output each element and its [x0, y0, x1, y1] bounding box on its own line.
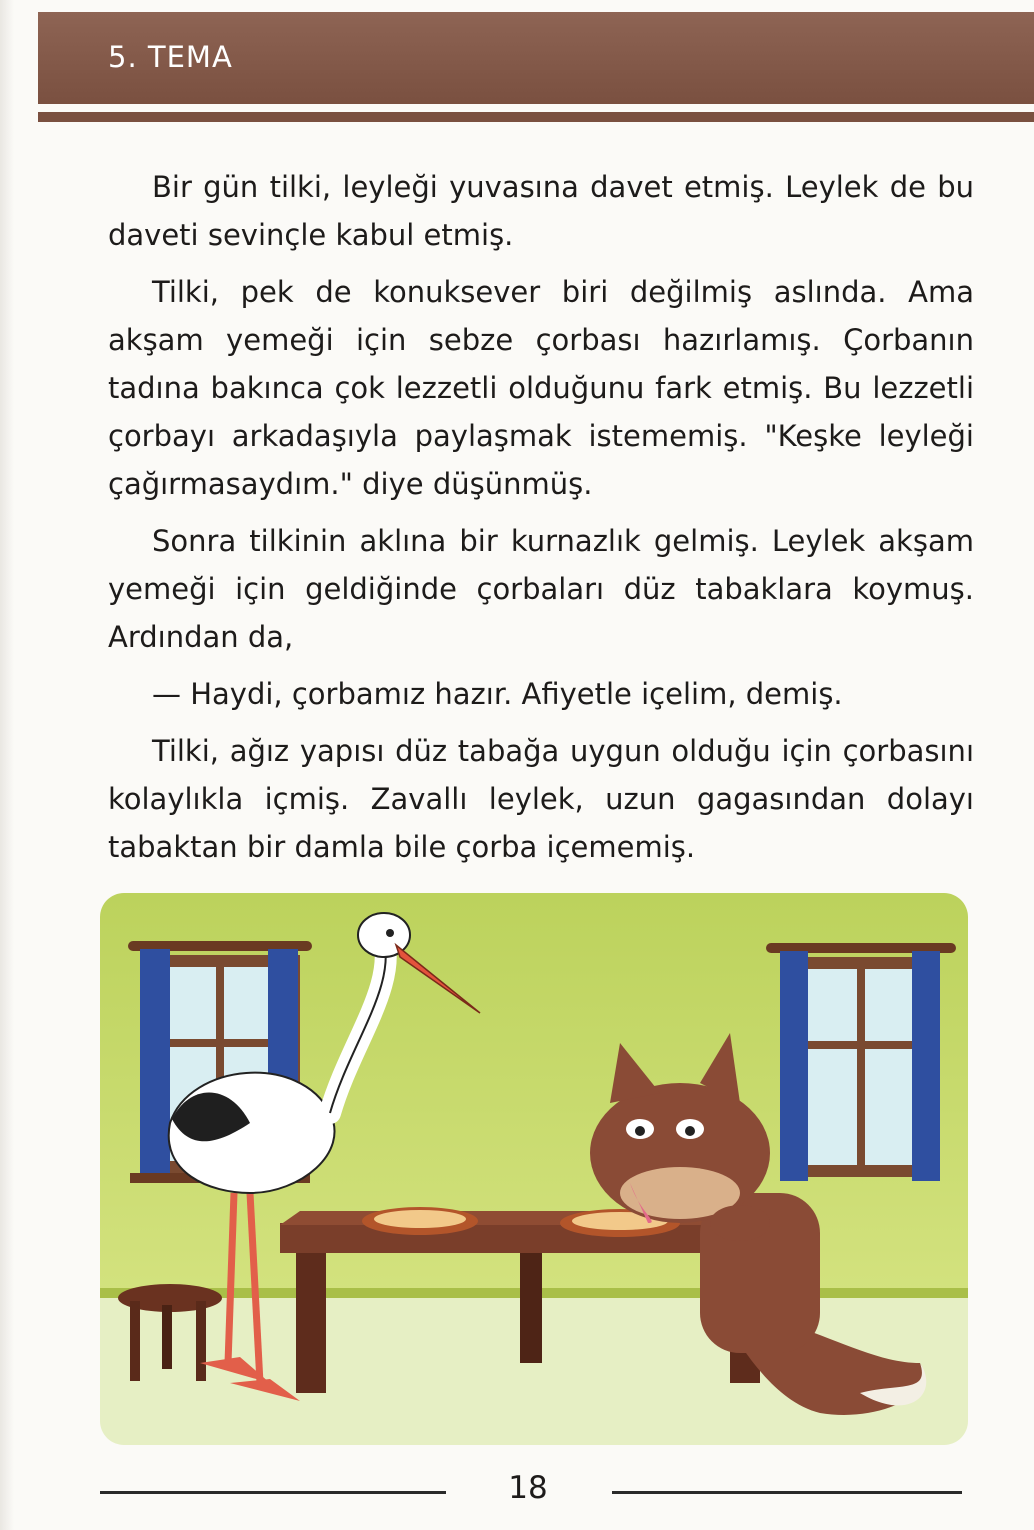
story-paragraph-3: Sonra tilkinin aklına bir kurnazlık gelmiş. Leylek akşam yemeği için geldiğinde çorbaları düz tabaklara koymuş. Ardından da,: [108, 524, 974, 654]
story-text: [108, 163, 974, 880]
story-paragraph-1: Bir gün tilki, leyleği yuvasına davet etmiş. Leylek de bu daveti sevinçle kabul etmiş.: [108, 170, 974, 252]
story-paragraph-2: Tilki, pek de konuksever biri değilmiş aslında. Ama akşam yemeği için sebze çorbası hazırlamış. Çorbanın tadına bakınca çok lezzetli olduğunu fark etmiş. Bu lezzetli çorbayı arkadaşıyla paylaşmak istememiş. "Keşke leyleği çağırmasaydım." diye düşünmüş.: [108, 275, 974, 501]
footer-rule-left: [100, 1491, 446, 1494]
banner-rule: [38, 112, 1034, 122]
page-number: 18: [508, 1470, 548, 1506]
footer-rule-right: [612, 1491, 962, 1494]
illustration-svg: [100, 893, 968, 1445]
story-paragraph-4: — Haydi, çorbamız hazır. Afiyetle içelim, demiş.: [152, 677, 843, 711]
theme-title: 5. TEMA: [108, 40, 233, 74]
right-window: [766, 943, 956, 1181]
story-paragraph-5: Tilki, ağız yapısı düz tabağa uygun olduğu için çorbasını kolaylıkla içmiş. Zavallı leylek, uzun gagasından dolayı tabaktan bir damla bile çorba içememiş.: [108, 734, 974, 864]
left-curtain: [140, 949, 170, 1179]
fox-and-stork-illustration: [100, 893, 968, 1445]
page-edge: [0, 0, 14, 1530]
right-curtain: [780, 951, 808, 1181]
